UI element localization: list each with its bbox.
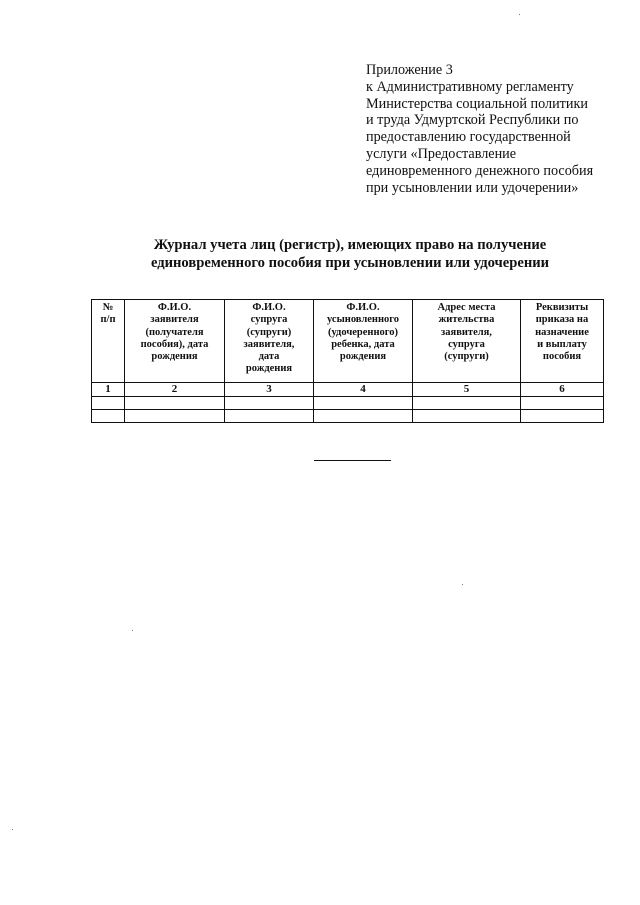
header-cell-address: [413, 300, 521, 383]
document-title-line: Журнал учета лиц (регистр), имеющих право на получение: [153, 237, 547, 253]
header-line: дата: [258, 351, 280, 363]
scan-speck: [462, 584, 463, 585]
header-cell-applicant: [125, 300, 225, 383]
header-line: назначение: [535, 326, 589, 338]
header-line: (супруги): [444, 351, 489, 363]
table-cell: [92, 397, 125, 410]
header-line: супруга: [448, 338, 485, 350]
appendix-line: при усыновлении или удочерении»: [366, 179, 579, 196]
header-line: (удочеренного): [327, 326, 399, 338]
header-line: Ф.И.О.: [346, 302, 380, 313]
table-cell: [521, 410, 604, 423]
table-cell: [521, 397, 604, 410]
column-number-row: [92, 383, 604, 397]
header-line: пособия: [542, 351, 582, 363]
column-number-cell: 1: [92, 383, 125, 397]
appendix-line: Министерства социальной политики: [366, 95, 588, 112]
header-line: п/п: [100, 314, 116, 326]
table-cell: [314, 397, 413, 410]
header-line: Ф.И.О.: [157, 302, 192, 313]
table-row: [92, 410, 604, 423]
header-line: №: [102, 302, 114, 313]
table-header-row: [92, 300, 604, 383]
table-cell: [225, 397, 314, 410]
header-line: усыновленного: [326, 314, 399, 326]
header-line: ребенка, дата: [331, 338, 395, 350]
header-line: супруга: [250, 314, 288, 326]
header-line: заявителя,: [441, 326, 492, 338]
table-cell: [413, 397, 521, 410]
table-cell: [225, 410, 314, 423]
appendix-line: предоставлению государственной: [366, 129, 571, 146]
column-number-cell: 5: [413, 383, 521, 397]
column-number-cell: 4: [314, 383, 413, 397]
header-line: приказа на: [535, 314, 589, 326]
header-line: заявителя: [150, 314, 199, 326]
header-line: рождения: [245, 363, 293, 375]
header-line: рождения: [339, 351, 387, 363]
header-line: пособия), дата: [140, 338, 209, 350]
table-row: [92, 397, 604, 410]
header-line: рождения: [151, 351, 198, 363]
header-cell-number: [92, 300, 125, 383]
register-table: [91, 299, 604, 423]
header-cell-order-details: [521, 300, 604, 383]
scan-speck: [12, 829, 13, 830]
appendix-line: Приложение 3: [366, 62, 453, 78]
column-number-cell: 6: [521, 383, 604, 397]
appendix-line: и труда Удмуртской Республики по: [366, 112, 579, 129]
header-line: Адрес места: [437, 302, 496, 313]
appendix-line: услуги «Предоставление: [366, 145, 517, 162]
header-line: жительства: [438, 314, 495, 326]
header-line: и выплату: [537, 338, 587, 350]
table-cell: [413, 410, 521, 423]
appendix-block: [366, 62, 636, 196]
header-line: (супруги): [246, 326, 292, 338]
column-number-cell: 3: [225, 383, 314, 397]
scan-speck: [519, 14, 520, 15]
header-line: Ф.И.О.: [252, 302, 286, 313]
table-cell: [125, 397, 225, 410]
document-title-line: единовременного пособия при усыновлении или удочерении: [150, 255, 550, 271]
end-separator-line: [314, 460, 391, 461]
table-cell: [92, 410, 125, 423]
column-number-cell: 2: [125, 383, 225, 397]
appendix-line: единовременного денежного пособия: [366, 162, 594, 179]
document-title: [90, 236, 610, 272]
header-cell-child: [314, 300, 413, 383]
header-line: (получателя: [145, 326, 204, 338]
header-cell-spouse: [225, 300, 314, 383]
table-cell: [125, 410, 225, 423]
header-line: заявителя,: [243, 338, 295, 350]
table-cell: [314, 410, 413, 423]
appendix-line: к Административному регламенту: [366, 78, 574, 95]
header-line: Реквизиты: [535, 302, 589, 313]
scan-speck: [132, 630, 133, 631]
